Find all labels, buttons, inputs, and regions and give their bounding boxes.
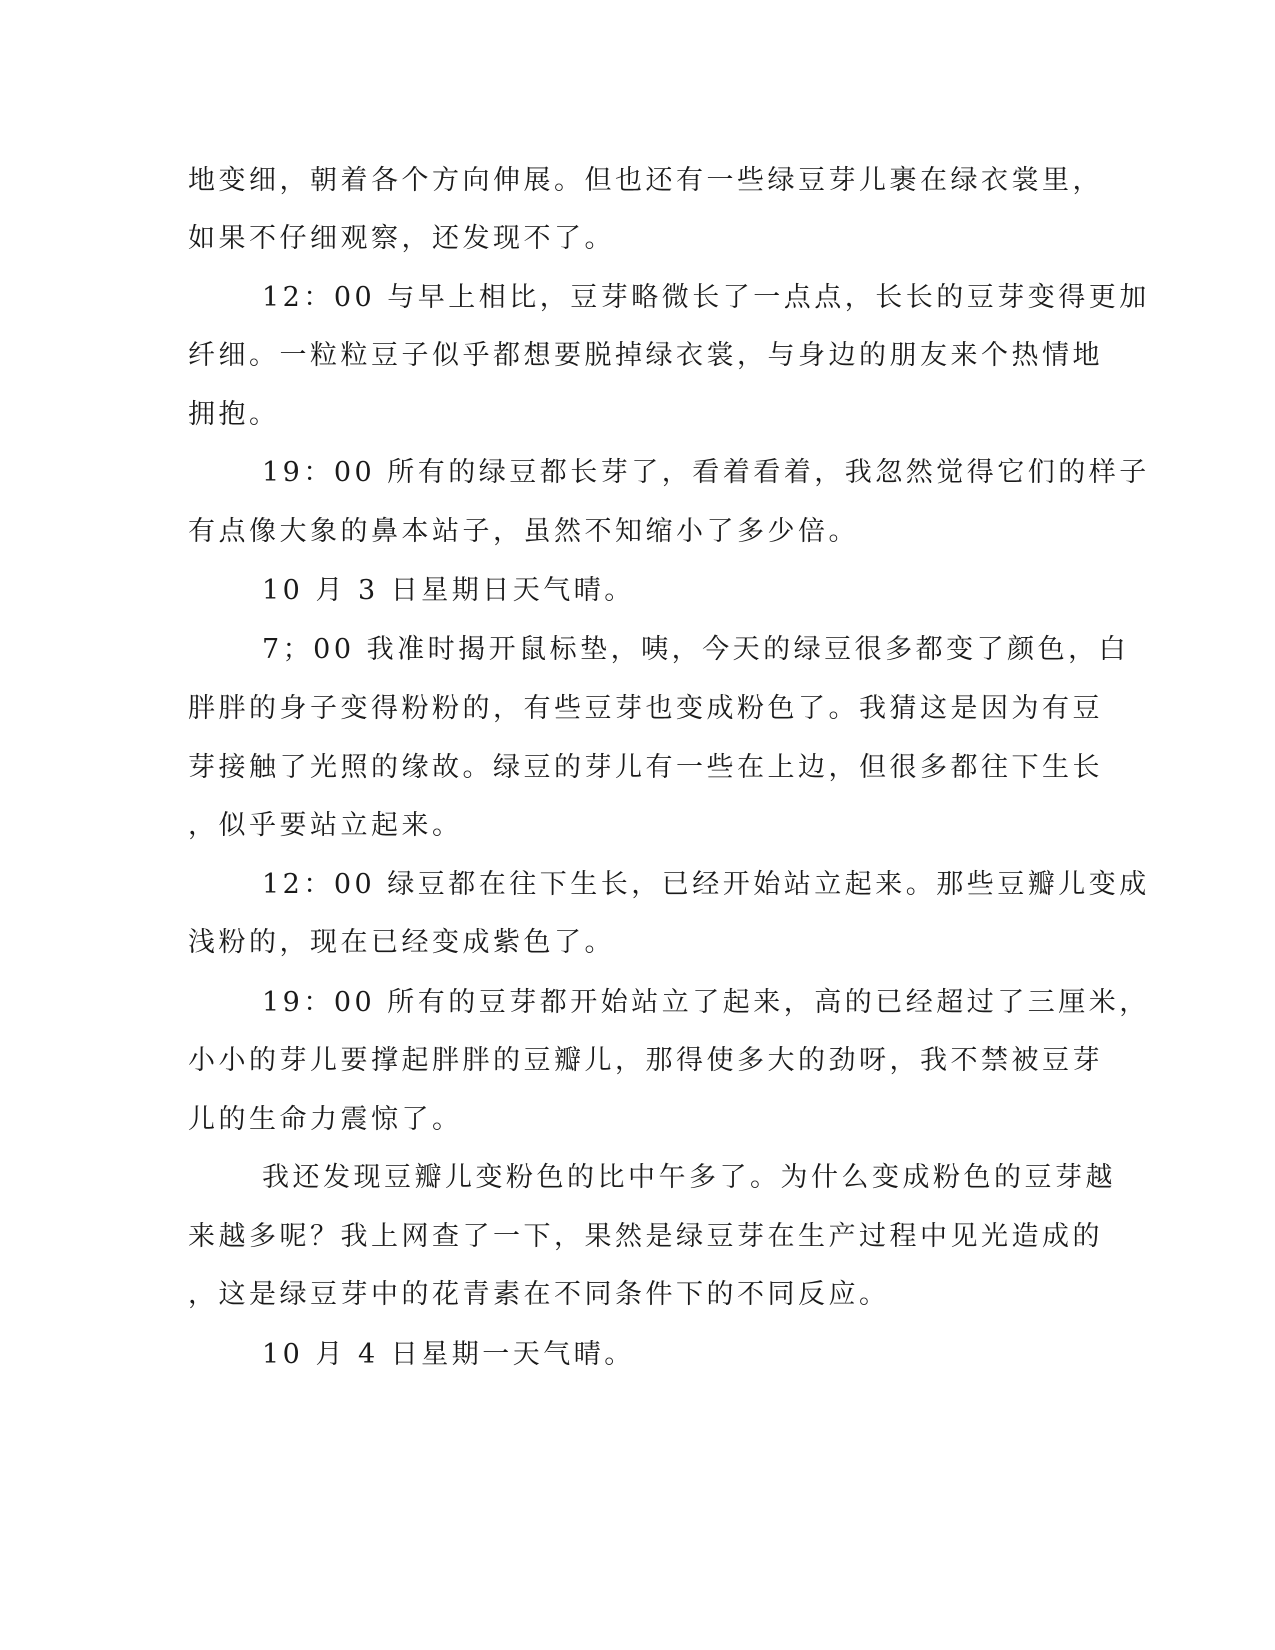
text-line: 小小的芽儿要撑起胖胖的豆瓣儿，那得使多大的劲呀，我不禁被豆芽 <box>188 1045 1103 1076</box>
text-line: 浅粉的，现在已经变成紫色了。 <box>188 927 615 958</box>
text-line: 有点像大象的鼻本站子，虽然不知缩小了多少倍。 <box>188 516 859 547</box>
text-line: 拥抱。 <box>188 399 280 430</box>
text-line: 儿的生命力震惊了。 <box>188 1104 463 1135</box>
text-line: ，这是绿豆芽中的花青素在不同条件下的不同反应。 <box>188 1279 890 1310</box>
text-line: 19：00 所有的绿豆都长芽了，看着看着，我忽然觉得它们的样子 <box>262 457 1150 488</box>
date-heading: 10 月 3 日星期日天气晴。 <box>262 575 635 606</box>
text-line: 我还发现豆瓣儿变粉色的比中午多了。为什么变成粉色的豆芽越 <box>262 1162 1116 1193</box>
text-line: 7；00 我准时揭开鼠标垫，咦，今天的绿豆很多都变了颜色，白 <box>262 634 1130 665</box>
text-line: 12：00 绿豆都在往下生长，已经开始站立起来。那些豆瓣儿变成 <box>262 869 1150 900</box>
text-line: 12：00 与早上相比，豆芽略微长了一点点，长长的豆芽变得更加 <box>262 282 1150 313</box>
date-heading: 10 月 4 日星期一天气晴。 <box>262 1339 635 1370</box>
text-line: 胖胖的身子变得粉粉的，有些豆芽也变成粉色了。我猜这是因为有豆 <box>188 693 1103 724</box>
text-line: 19：00 所有的豆芽都开始站立了起来，高的已经超过了三厘米， <box>262 987 1150 1018</box>
text-line: 芽接触了光照的缘故。绿豆的芽儿有一些在上边，但很多都往下生长 <box>188 752 1103 783</box>
text-line: ，似乎要站立起来。 <box>188 810 463 841</box>
text-line: 纤细。一粒粒豆子似乎都想要脱掉绿衣裳，与身边的朋友来个热情地 <box>188 340 1103 371</box>
text-line: 来越多呢？我上网查了一下，果然是绿豆芽在生产过程中见光造成的 <box>188 1221 1103 1252</box>
text-line: 地变细，朝着各个方向伸展。但也还有一些绿豆芽儿裹在绿衣裳里， <box>188 165 1103 196</box>
text-line: 如果不仔细观察，还发现不了。 <box>188 223 615 254</box>
